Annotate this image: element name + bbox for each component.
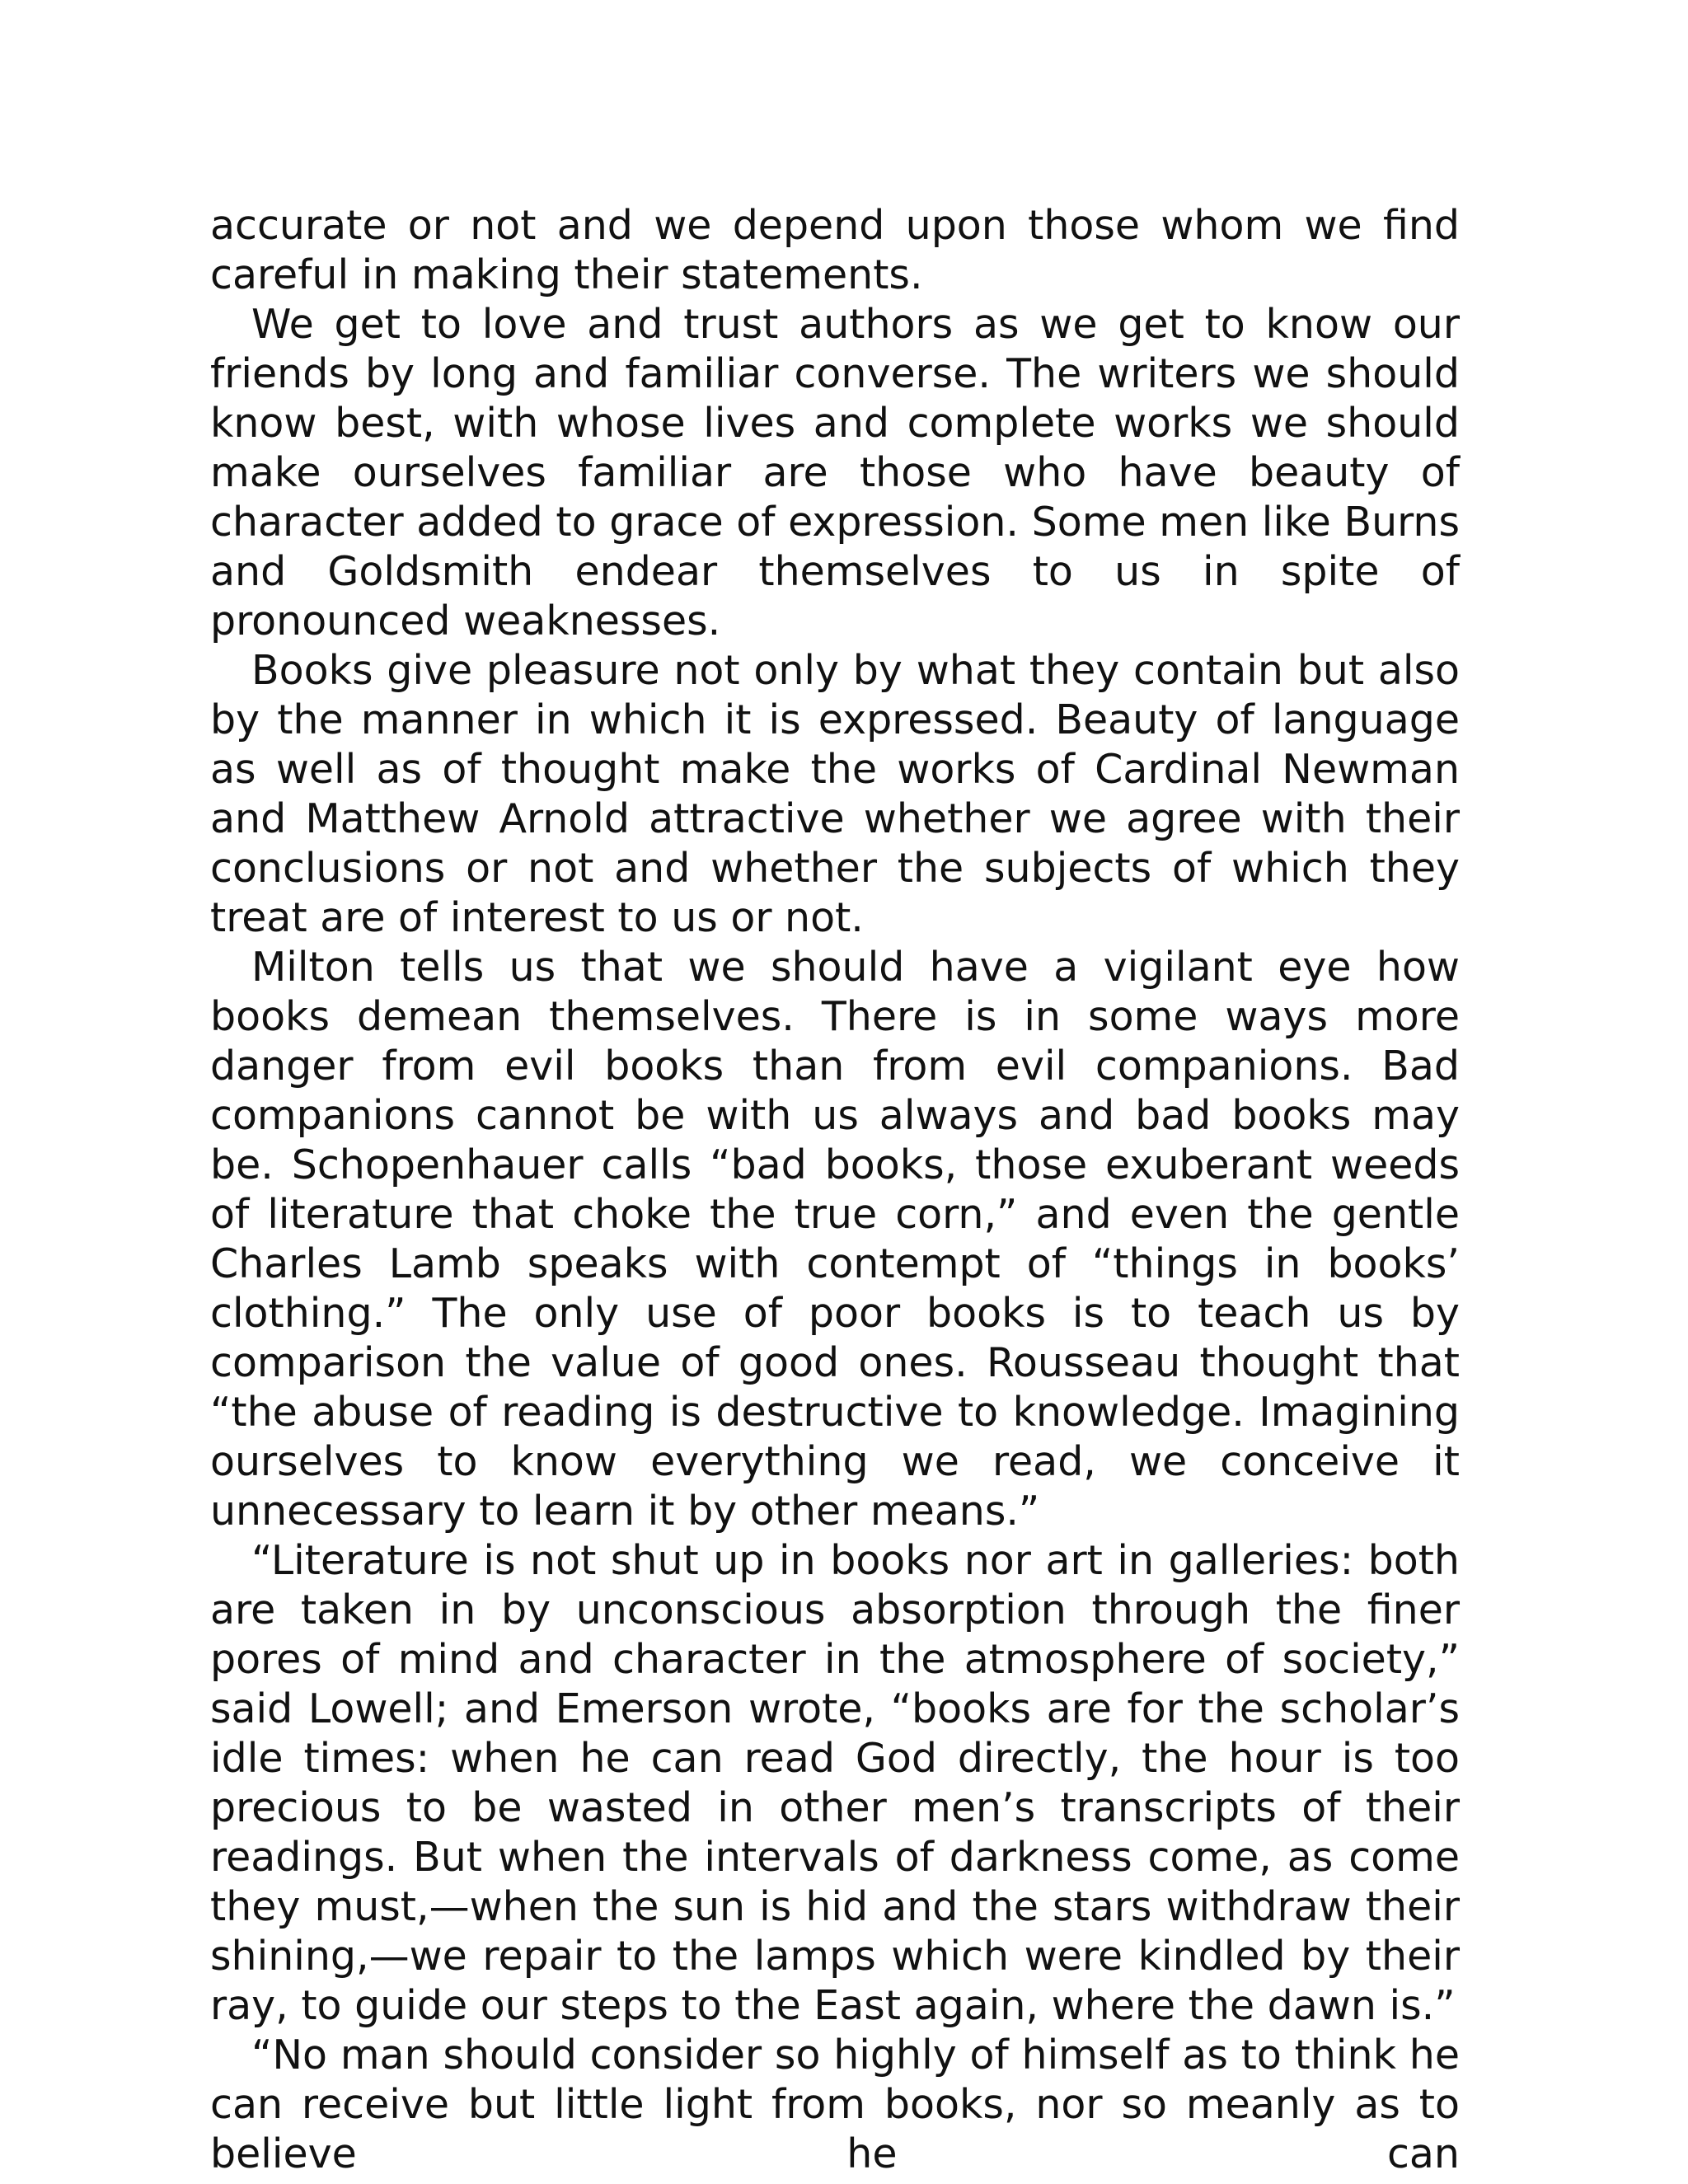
paragraph-authors: We get to love and trust authors as we get to know our friends by long and familiar converse. The writers we should know best, with whose lives and complete works we should make ourselves familiar are those who have beauty of character added to grace of expression. Some men like Burns and Goldsmith endear themselves to us in spite of pronounced weaknesses.	[210, 301, 1460, 644]
paragraph-milton: Milton tells us that we should have a vigilant eye how books demean themselves. There is in some ways more danger from evil books than from evil companions. Bad companions cannot be with us always and bad books may be. Schopenhauer calls “bad books, those exuberant weeds of literature that choke the true corn,” and even the gentle Charles Lamb speaks with contempt of “things in books’ clothing.” The only use of poor books is to teach us by comparison the value of good ones. Rousseau thought that “the abuse of reading is destructive to knowledge. Imagining ourselves to know everything we read, we conceive it unnecessary to learn it by other means.”	[210, 944, 1460, 1535]
paragraph-continued: accurate or not and we depend upon those whom we find careful in making their statements.	[210, 202, 1460, 298]
paragraph-pleasure: Books give pleasure not only by what they contain but also by the manner in which it is expressed. Beauty of language as well as of thought make the works of Cardinal Newman and Matthew Arnold attractive whether we agree with their conclusions or not and whether the subjects of which they treat are of interest to us or not.	[210, 647, 1460, 941]
paragraph-no-man: “No man should consider so highly of himself as to think he can receive but little light from books, nor so meanly as to believe he can	[210, 2032, 1460, 2177]
paragraph-literature: “Literature is not shut up in books nor art in galleries: both are taken in by unconscious absorption through the finer pores of mind and character in the atmosphere of society,” said Lowell; and Emerson wrote, “books are for the scholar’s idle times: when he can read God directly, the hour is too precious to be wasted in other men’s transcripts of their readings. But when the intervals of darkness come, as come they must,—when the sun is hid and the stars withdraw their shining,—we repair to the lamps which were kindled by their ray, to guide our steps to the East again, where the dawn is.”	[210, 1537, 1460, 2029]
page-body	[210, 201, 1460, 2179]
